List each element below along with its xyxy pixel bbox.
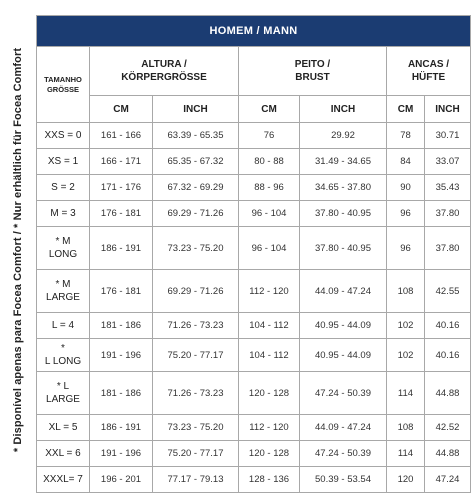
size-cell: XXL = 6 bbox=[37, 441, 90, 467]
chest-inch-cell: 37.80 - 40.95 bbox=[300, 201, 387, 227]
height-inch-cell: 67.32 - 69.29 bbox=[153, 175, 239, 201]
hips-inch-cell: 44.88 bbox=[425, 441, 471, 467]
chest-inch-header: INCH bbox=[300, 96, 387, 123]
size-cell: XS = 1 bbox=[37, 149, 90, 175]
table-row bbox=[37, 149, 471, 175]
table-title: HOMEM / MANN bbox=[37, 16, 471, 47]
chest-cm-cell: 112 - 120 bbox=[239, 415, 300, 441]
size-cell: XXS = 0 bbox=[37, 123, 90, 149]
size-cell: M = 3 bbox=[37, 201, 90, 227]
height-cm-header: CM bbox=[90, 96, 153, 123]
height-cm-cell: 181 - 186 bbox=[90, 372, 153, 415]
hips-cm-cell: 102 bbox=[387, 313, 425, 339]
hips-inch-cell: 35.43 bbox=[425, 175, 471, 201]
table-row bbox=[37, 227, 471, 270]
size-cell: * M LARGE bbox=[37, 270, 90, 313]
height-inch-cell: 69.29 - 71.26 bbox=[153, 270, 239, 313]
chest-cm-cell: 104 - 112 bbox=[239, 313, 300, 339]
hips-inch-cell: 47.24 bbox=[425, 467, 471, 493]
table-row bbox=[37, 415, 471, 441]
chest-inch-cell: 29.92 bbox=[300, 123, 387, 149]
chest-cm-cell: 128 - 136 bbox=[239, 467, 300, 493]
height-cm-cell: 191 - 196 bbox=[90, 441, 153, 467]
size-cell: XXXL= 7 bbox=[37, 467, 90, 493]
height-inch-cell: 77.17 - 79.13 bbox=[153, 467, 239, 493]
side-note bbox=[0, 0, 36, 500]
chest-cm-cell: 88 - 96 bbox=[239, 175, 300, 201]
height-cm-cell: 186 - 191 bbox=[90, 227, 153, 270]
hips-inch-cell: 40.16 bbox=[425, 313, 471, 339]
chest-cm-cell: 76 bbox=[239, 123, 300, 149]
hips-inch-header: INCH bbox=[425, 96, 471, 123]
height-inch-cell: 73.23 - 75.20 bbox=[153, 227, 239, 270]
chest-cm-cell: 96 - 104 bbox=[239, 227, 300, 270]
hips-cm-cell: 96 bbox=[387, 227, 425, 270]
chest-inch-cell: 47.24 - 50.39 bbox=[300, 372, 387, 415]
height-cm-cell: 171 - 176 bbox=[90, 175, 153, 201]
height-cm-cell: 186 - 191 bbox=[90, 415, 153, 441]
hips-cm-cell: 114 bbox=[387, 372, 425, 415]
hips-cm-cell: 78 bbox=[387, 123, 425, 149]
hips-cm-cell: 84 bbox=[387, 149, 425, 175]
hips-inch-cell: 37.80 bbox=[425, 227, 471, 270]
chest-cm-cell: 112 - 120 bbox=[239, 270, 300, 313]
hips-inch-cell: 30.71 bbox=[425, 123, 471, 149]
chest-inch-cell: 40.95 - 44.09 bbox=[300, 313, 387, 339]
height-cm-cell: 176 - 181 bbox=[90, 201, 153, 227]
chest-inch-cell: 34.65 - 37.80 bbox=[300, 175, 387, 201]
chest-cm-cell: 80 - 88 bbox=[239, 149, 300, 175]
chest-inch-cell: 47.24 - 50.39 bbox=[300, 441, 387, 467]
table-row bbox=[37, 175, 471, 201]
height-cm-cell: 176 - 181 bbox=[90, 270, 153, 313]
size-cell: * L LONG bbox=[37, 339, 90, 372]
height-cm-cell: 181 - 186 bbox=[90, 313, 153, 339]
height-inch-cell: 71.26 - 73.23 bbox=[153, 372, 239, 415]
size-header: TAMANHO GRÖSSE bbox=[37, 47, 90, 123]
size-cell: S = 2 bbox=[37, 175, 90, 201]
chest-inch-cell: 37.80 - 40.95 bbox=[300, 227, 387, 270]
size-cell: * M LONG bbox=[37, 227, 90, 270]
availability-note: * Disponível apenas para Focea Comfort / * Nur erhältlich für Focea Comfort bbox=[12, 47, 24, 453]
hips-inch-cell: 33.07 bbox=[425, 149, 471, 175]
height-inch-cell: 73.23 - 75.20 bbox=[153, 415, 239, 441]
table-row bbox=[37, 201, 471, 227]
hips-inch-cell: 40.16 bbox=[425, 339, 471, 372]
table-row bbox=[37, 372, 471, 415]
table-row bbox=[37, 441, 471, 467]
chest-cm-cell: 120 - 128 bbox=[239, 372, 300, 415]
height-inch-header: INCH bbox=[153, 96, 239, 123]
table-row bbox=[37, 123, 471, 149]
chest-cm-cell: 104 - 112 bbox=[239, 339, 300, 372]
hips-inch-cell: 44.88 bbox=[425, 372, 471, 415]
hips-cm-cell: 108 bbox=[387, 270, 425, 313]
table-row bbox=[37, 270, 471, 313]
table-row bbox=[37, 313, 471, 339]
chest-cm-cell: 96 - 104 bbox=[239, 201, 300, 227]
chest-cm-cell: 120 - 128 bbox=[239, 441, 300, 467]
height-inch-cell: 71.26 - 73.23 bbox=[153, 313, 239, 339]
height-header: ALTURA / KÖRPERGRÖSSE bbox=[90, 47, 239, 96]
size-cell: XL = 5 bbox=[37, 415, 90, 441]
height-inch-cell: 65.35 - 67.32 bbox=[153, 149, 239, 175]
chest-header: PEITO / BRUST bbox=[239, 47, 387, 96]
hips-cm-header: CM bbox=[387, 96, 425, 123]
hips-cm-cell: 108 bbox=[387, 415, 425, 441]
size-cell: L = 4 bbox=[37, 313, 90, 339]
chest-inch-cell: 50.39 - 53.54 bbox=[300, 467, 387, 493]
size-rows bbox=[37, 123, 471, 493]
height-inch-cell: 63.39 - 65.35 bbox=[153, 123, 239, 149]
chest-cm-header: CM bbox=[239, 96, 300, 123]
hips-cm-cell: 114 bbox=[387, 441, 425, 467]
chest-inch-cell: 31.49 - 34.65 bbox=[300, 149, 387, 175]
chest-inch-cell: 44.09 - 47.24 bbox=[300, 270, 387, 313]
height-inch-cell: 75.20 - 77.17 bbox=[153, 339, 239, 372]
height-cm-cell: 166 - 171 bbox=[90, 149, 153, 175]
height-cm-cell: 196 - 201 bbox=[90, 467, 153, 493]
hips-inch-cell: 42.52 bbox=[425, 415, 471, 441]
hips-cm-cell: 96 bbox=[387, 201, 425, 227]
hips-cm-cell: 102 bbox=[387, 339, 425, 372]
height-inch-cell: 75.20 - 77.17 bbox=[153, 441, 239, 467]
hips-cm-cell: 120 bbox=[387, 467, 425, 493]
hips-inch-cell: 37.80 bbox=[425, 201, 471, 227]
table-row bbox=[37, 339, 471, 372]
height-cm-cell: 161 - 166 bbox=[90, 123, 153, 149]
hips-header: ANCAS / HÜFTE bbox=[387, 47, 471, 96]
chest-inch-cell: 44.09 - 47.24 bbox=[300, 415, 387, 441]
height-cm-cell: 191 - 196 bbox=[90, 339, 153, 372]
height-inch-cell: 69.29 - 71.26 bbox=[153, 201, 239, 227]
size-cell: * L LARGE bbox=[37, 372, 90, 415]
hips-cm-cell: 90 bbox=[387, 175, 425, 201]
table-row bbox=[37, 467, 471, 493]
chest-inch-cell: 40.95 - 44.09 bbox=[300, 339, 387, 372]
size-table bbox=[36, 15, 471, 493]
hips-inch-cell: 42.55 bbox=[425, 270, 471, 313]
